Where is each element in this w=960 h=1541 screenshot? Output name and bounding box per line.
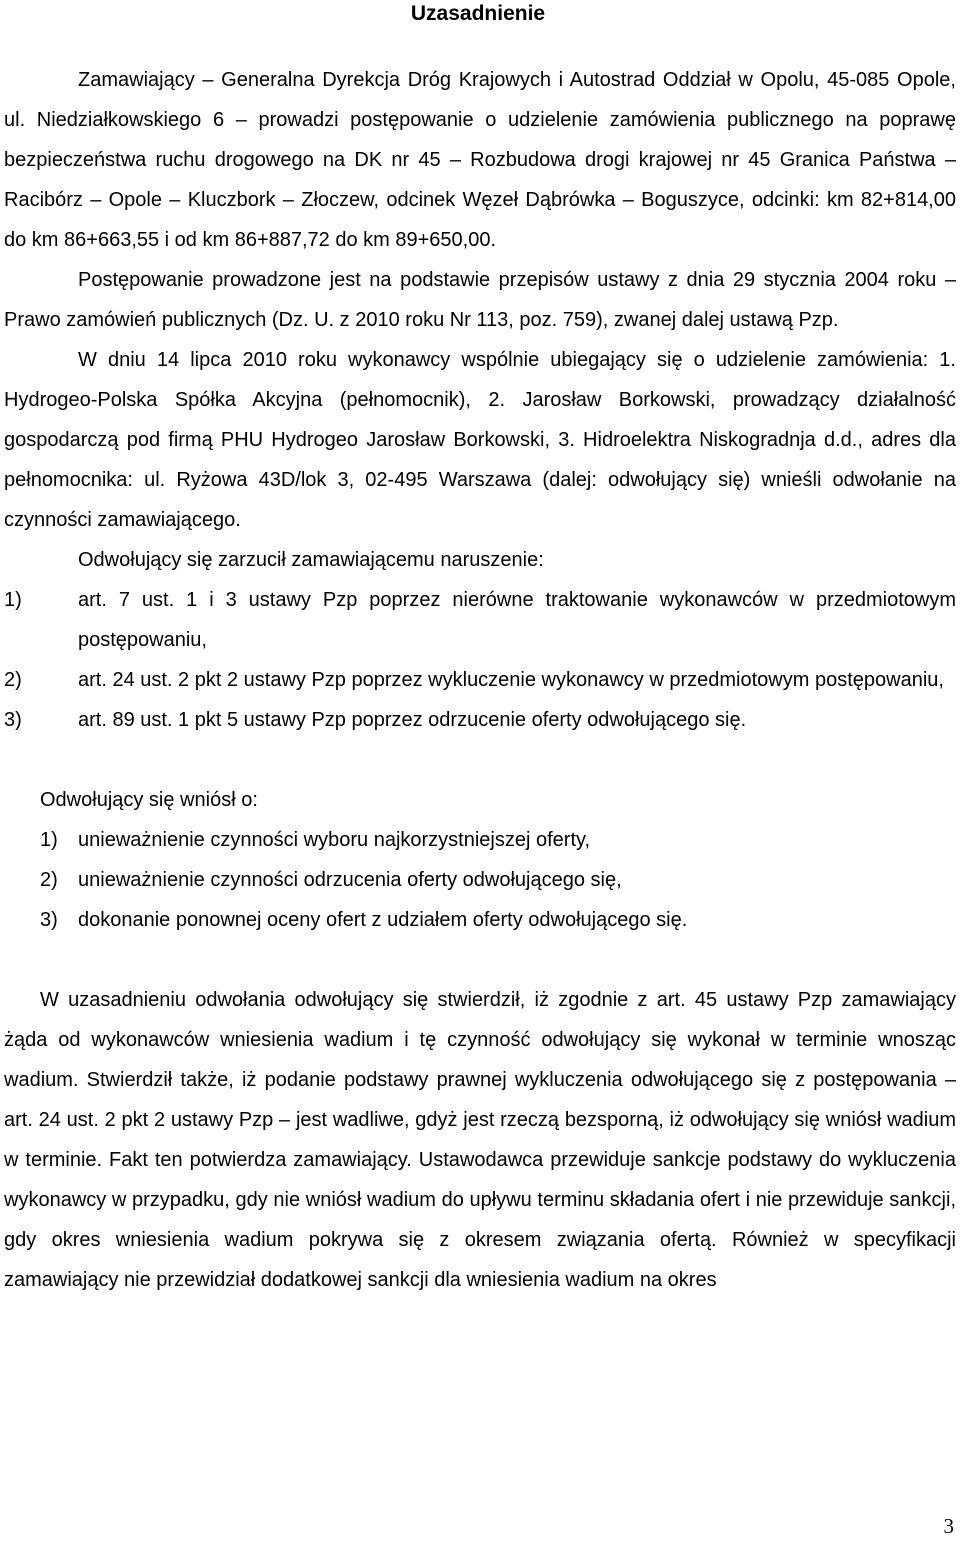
paragraph-legal-basis: Postępowanie prowadzone jest na podstawie przepisów ustawy z dnia 29 stycznia 2004 roku – Prawo zamówień publicznych (Dz. U. z 2010 roku Nr 113, poz. 759), zwanej dalej ustawą Pzp. <box>4 269 956 331</box>
list-item-number: 2) <box>4 669 22 691</box>
list-item-text: unieważnienie czynności odrzucenia oferty odwołującego się, <box>78 869 622 891</box>
page-number: 3 <box>943 1514 954 1538</box>
list-item-text: unieważnienie czynności wyboru najkorzystniejszej oferty, <box>78 829 591 851</box>
list-item-number: 3) <box>40 909 58 931</box>
paragraph-requests-lead: Odwołujący się wniósł o: <box>40 789 258 811</box>
list-item-number: 3) <box>4 709 22 731</box>
document-title: Uzasadnienie <box>410 2 546 25</box>
list-item <box>4 860 956 900</box>
list-item-number: 2) <box>40 869 58 891</box>
list-item-text: art. 7 ust. 1 i 3 ustawy Pzp poprzez nierówne traktowanie wykonawców w przedmiotowym postępowaniu, <box>78 589 956 651</box>
list-item-number: 1) <box>4 589 22 611</box>
paragraph-justification: W uzasadnieniu odwołania odwołujący się stwierdził, iż zgodnie z art. 45 ustawy Pzp zamawiający żąda od wykonawców wniesienia wadium i tę czynność odwołujący się wykonał w terminie wnosząc wadium. Stwierdził także, iż podanie podstawy prawnej wykluczenia odwołującego się z postępowania – art. 24 ust. 2 pkt 2 ustawy Pzp – jest wadliwe, gdyż jest rzeczą bezsporną, iż odwołujący się wniósł wadium w terminie. Fakt ten potwierdza zamawiający. Ustawodawca przewiduje sankcje podstawy do wykluczenia wykonawcy w przypadku, gdy nie wniósł wadium do upływu terminu składania ofert i nie przewiduje sankcji, gdy okres wniesienia wadium pokrywa się z okresem związania ofertą. Również w specyfikacji zamawiający nie przewidział dodatkowej sankcji dla wniesienia wadium na okres <box>4 989 956 1291</box>
list-item-text: dokonanie ponownej oceny ofert z udziałem oferty odwołującego się. <box>78 909 688 931</box>
list-item <box>4 660 956 700</box>
list-item-text: art. 24 ust. 2 pkt 2 ustawy Pzp poprzez wykluczenie wykonawcy w przedmiotowym postępowaniu, <box>78 669 944 691</box>
paragraph-appeal: W dniu 14 lipca 2010 roku wykonawcy wspólnie ubiegający się o udzielenie zamówienia: 1. Hydrogeo-Polska Spółka Akcyjna (pełnomocnik), 2. Jarosław Borkowski, prowadzący działalność gospodarczą pod firmą PHU Hydrogeo Jarosław Borkowski, 3. Hidroelektra Niskogradnja d.d., adres dla pełnomocnika: ul. Ryżowa 43D/lok 3, 02-495 Warszawa (dalej: odwołujący się) wnieśli odwołanie na czynności zamawiającego. <box>4 349 956 531</box>
list-item <box>4 580 956 660</box>
violations-list <box>4 580 956 740</box>
document-page <box>4 0 956 1300</box>
requests-list <box>4 820 956 940</box>
list-item <box>4 900 956 940</box>
paragraph-intro: Zamawiający – Generalna Dyrekcja Dróg Krajowych i Autostrad Oddział w Opolu, 45-085 Opole, ul. Niedziałkowskiego 6 – prowadzi postępowanie o udzielenie zamówienia publicznego na poprawę bezpieczeństwa ruchu drogowego na DK nr 45 – Rozbudowa drogi krajowej nr 45 Granica Państwa – Racibórz – Opole – Kluczbork – Złoczew, odcinek Węzeł Dąbrówka – Boguszyce, odcinki: km 82+814,00 do km 86+663,55 i od km 86+887,72 do km 89+650,00. <box>4 69 956 251</box>
list-item <box>4 700 956 740</box>
list-item <box>4 820 956 860</box>
list-item-number: 1) <box>40 829 58 851</box>
list-item-text: art. 89 ust. 1 pkt 5 ustawy Pzp poprzez odrzucenie oferty odwołującego się. <box>78 709 747 731</box>
paragraph-violations-lead: Odwołujący się zarzucił zamawiającemu naruszenie: <box>78 549 544 571</box>
